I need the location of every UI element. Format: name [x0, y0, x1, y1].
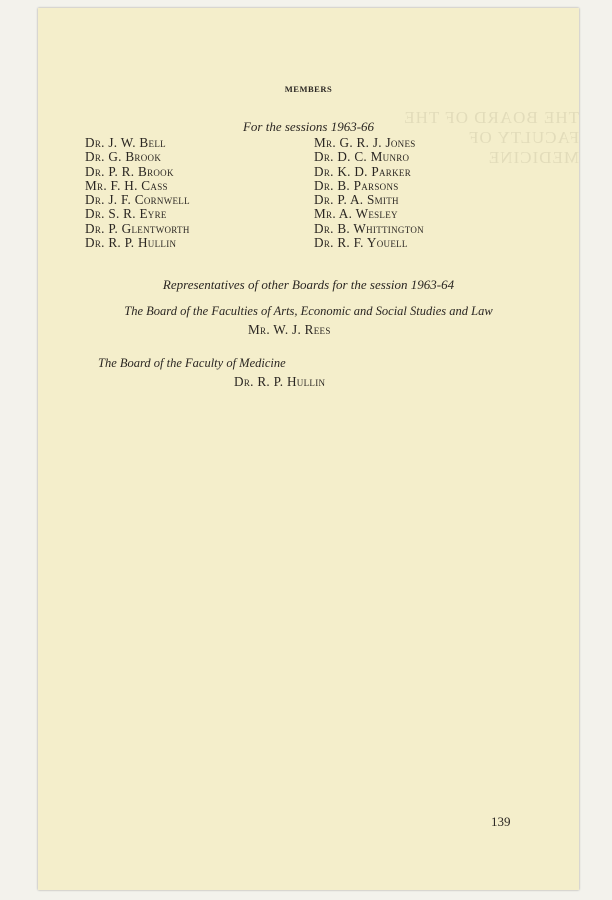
member-name: Dr. P. R. Brook [85, 163, 174, 179]
page-number: 139 [491, 814, 511, 829]
board-title: The Board of the Faculty of Medicine [98, 356, 286, 370]
section-heading: MEMBERS [284, 84, 333, 94]
member-name: Dr. B. Parsons [314, 177, 399, 193]
member-name: Dr. J. W. Bell [85, 135, 166, 150]
session-line: For the sessions 1963-66 [242, 119, 375, 134]
member-name: Dr. S. R. Eyre [85, 206, 167, 222]
member-name: Dr. P. A. Smith [314, 192, 399, 208]
show-through-text: THE BOARD OF THE FACULTY OF MEDICINE [403, 108, 579, 167]
member-name: Dr. R. P. Hullin [85, 235, 177, 251]
member-name: Dr. R. F. Youell [314, 235, 408, 251]
document-page [38, 8, 579, 890]
member-name: Dr. B. Whittington [314, 220, 424, 236]
member-name: Mr. F. H. Cass [85, 177, 168, 193]
member-name: Dr. P. Glentworth [85, 220, 190, 236]
member-name: Mr. G. R. J. Jones [314, 135, 416, 150]
member-name: Dr. K. D. Parker [314, 163, 411, 179]
board-title: The Board of the Faculties of Arts, Economic and Social Studies and Law [124, 304, 493, 318]
members-list-left [85, 136, 190, 250]
member-name: Dr. J. F. Cornwell [85, 192, 190, 208]
board-representative: Dr. R. P. Hullin [234, 374, 326, 389]
member-name: Mr. A. Wesley [314, 206, 398, 222]
members-list-right [314, 136, 424, 250]
board-representative: Mr. W. J. Rees [248, 322, 331, 337]
representatives-heading: Representatives of other Boards for the session 1963-64 [162, 277, 455, 292]
member-name: Dr. G. Brook [85, 149, 162, 165]
member-name: Dr. D. C. Munro [314, 149, 410, 165]
